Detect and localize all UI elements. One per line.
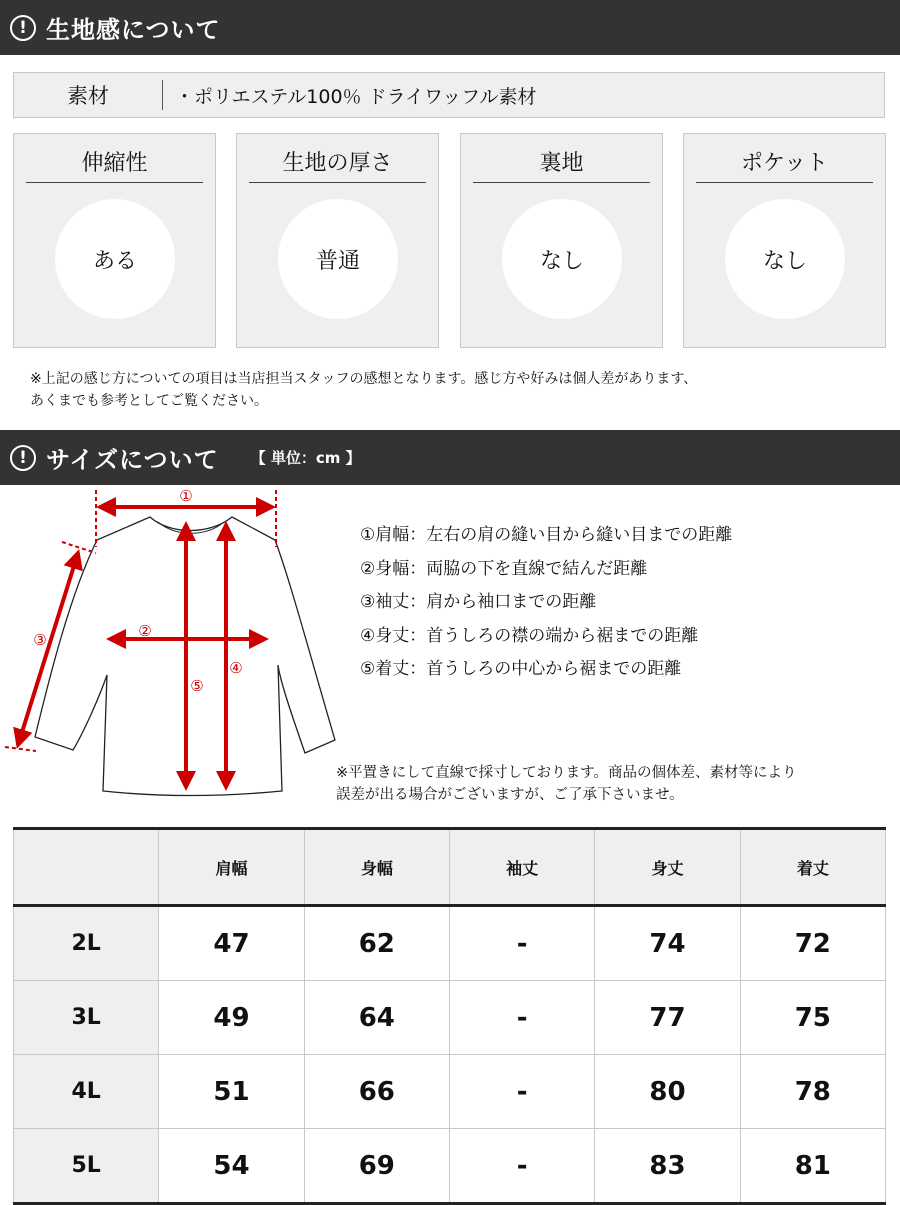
feature-divider [26,182,203,183]
table-cell: 81 [740,1129,885,1204]
table-cell: 75 [740,981,885,1055]
table-cell: 77 [595,981,740,1055]
table-row [14,1129,886,1204]
fabric-section-title: 生地感について [46,16,221,44]
table-cell: - [449,906,594,981]
table-cell: 74 [595,906,740,981]
header-chest: 身幅 [304,829,449,906]
header-body-length: 身丈 [595,829,740,906]
marker-3: ③ [33,631,47,649]
material-row [13,72,885,118]
header-shoulder: 肩幅 [159,829,304,906]
size-section-title: サイズについて [46,446,219,474]
material-divider [162,80,163,110]
marker-2: ② [138,622,152,640]
size-note [336,762,797,806]
fabric-note-line1: ※上記の感じ方についての項目は当店担当スタッフの感想となります。感じ方や好みは個人差があります、 [30,371,698,387]
exclamation-icon: ! [10,15,36,41]
size-note-line1: ※平置きにして直線で採寸しております。商品の個体差、素材等により [336,765,797,781]
feature-title: 生地の厚さ [282,151,393,176]
table-row [14,981,886,1055]
size-section-header [0,430,900,485]
feature-divider [249,182,426,183]
table-cell: 80 [595,1055,740,1129]
legend-item-total-length: ⑤着丈：首うしろの中心から裾までの距離 [360,659,682,679]
feature-card-thickness [236,133,439,348]
marker-1: ① [179,487,193,505]
table-cell: - [449,1055,594,1129]
fabric-note-line2: あくまでも参考としてご覧ください。 [30,393,268,409]
header-size [14,829,159,906]
legend-item-sleeve: ③袖丈：肩から袖口までの距離 [360,592,597,612]
table-cell: - [449,981,594,1055]
table-cell: 83 [595,1129,740,1204]
measurement-diagram [0,485,345,805]
material-label: 素材 [67,84,109,108]
size-label: 5L [14,1129,159,1204]
feature-value: 普通 [278,199,398,319]
legend-item-body-length: ④身丈：首うしろの襟の端から裾までの距離 [360,625,699,646]
feature-card-pocket [683,133,886,348]
size-table-header-row [14,829,886,906]
table-cell: 51 [159,1055,304,1129]
feature-card-stretch [13,133,216,348]
table-cell: 69 [304,1129,449,1204]
unit-label: 【 単位：cm 】 [250,449,361,467]
table-cell: 54 [159,1129,304,1204]
table-cell: 64 [304,981,449,1055]
feature-card-lining [460,133,663,348]
table-cell: - [449,1129,594,1204]
size-label: 2L [14,906,159,981]
table-cell: 72 [740,906,885,981]
size-label: 4L [14,1055,159,1129]
table-row [14,906,886,981]
table-cell: 47 [159,906,304,981]
fabric-section-header [0,0,900,55]
header-sleeve: 袖丈 [449,829,594,906]
table-cell: 62 [304,906,449,981]
feature-title: 伸縮性 [81,151,148,176]
sleeve-guide-bottom [5,747,36,751]
material-value: ・ポリエステル100％ ドライワッフル素材 [175,85,537,108]
fabric-note [30,368,697,412]
legend-item-shoulder: ①肩幅：左右の肩の縫い目から縫い目までの距離 [360,525,733,545]
measurement-legend [360,519,732,687]
sleeve-guide-top [62,542,96,553]
feature-divider [696,182,873,183]
table-cell: 78 [740,1055,885,1129]
header-total-length: 着丈 [740,829,885,906]
table-cell: 49 [159,981,304,1055]
feature-value: ある [55,199,175,319]
exclamation-icon: ! [10,445,36,471]
feature-value: なし [502,199,622,319]
feature-title: ポケット [741,151,828,176]
table-cell: 66 [304,1055,449,1129]
size-table [13,827,886,1205]
feature-divider [473,182,650,183]
marker-5: ⑤ [190,677,204,695]
feature-value: なし [725,199,845,319]
legend-item-chest: ②身幅：両脇の下を直線で結んだ距離 [360,558,648,579]
feature-title: 裏地 [539,151,584,176]
size-note-line2: 誤差が出る場合がございますが、ご了承下さいませ。 [336,787,684,803]
marker-4: ④ [229,659,243,677]
size-label: 3L [14,981,159,1055]
table-row [14,1055,886,1129]
